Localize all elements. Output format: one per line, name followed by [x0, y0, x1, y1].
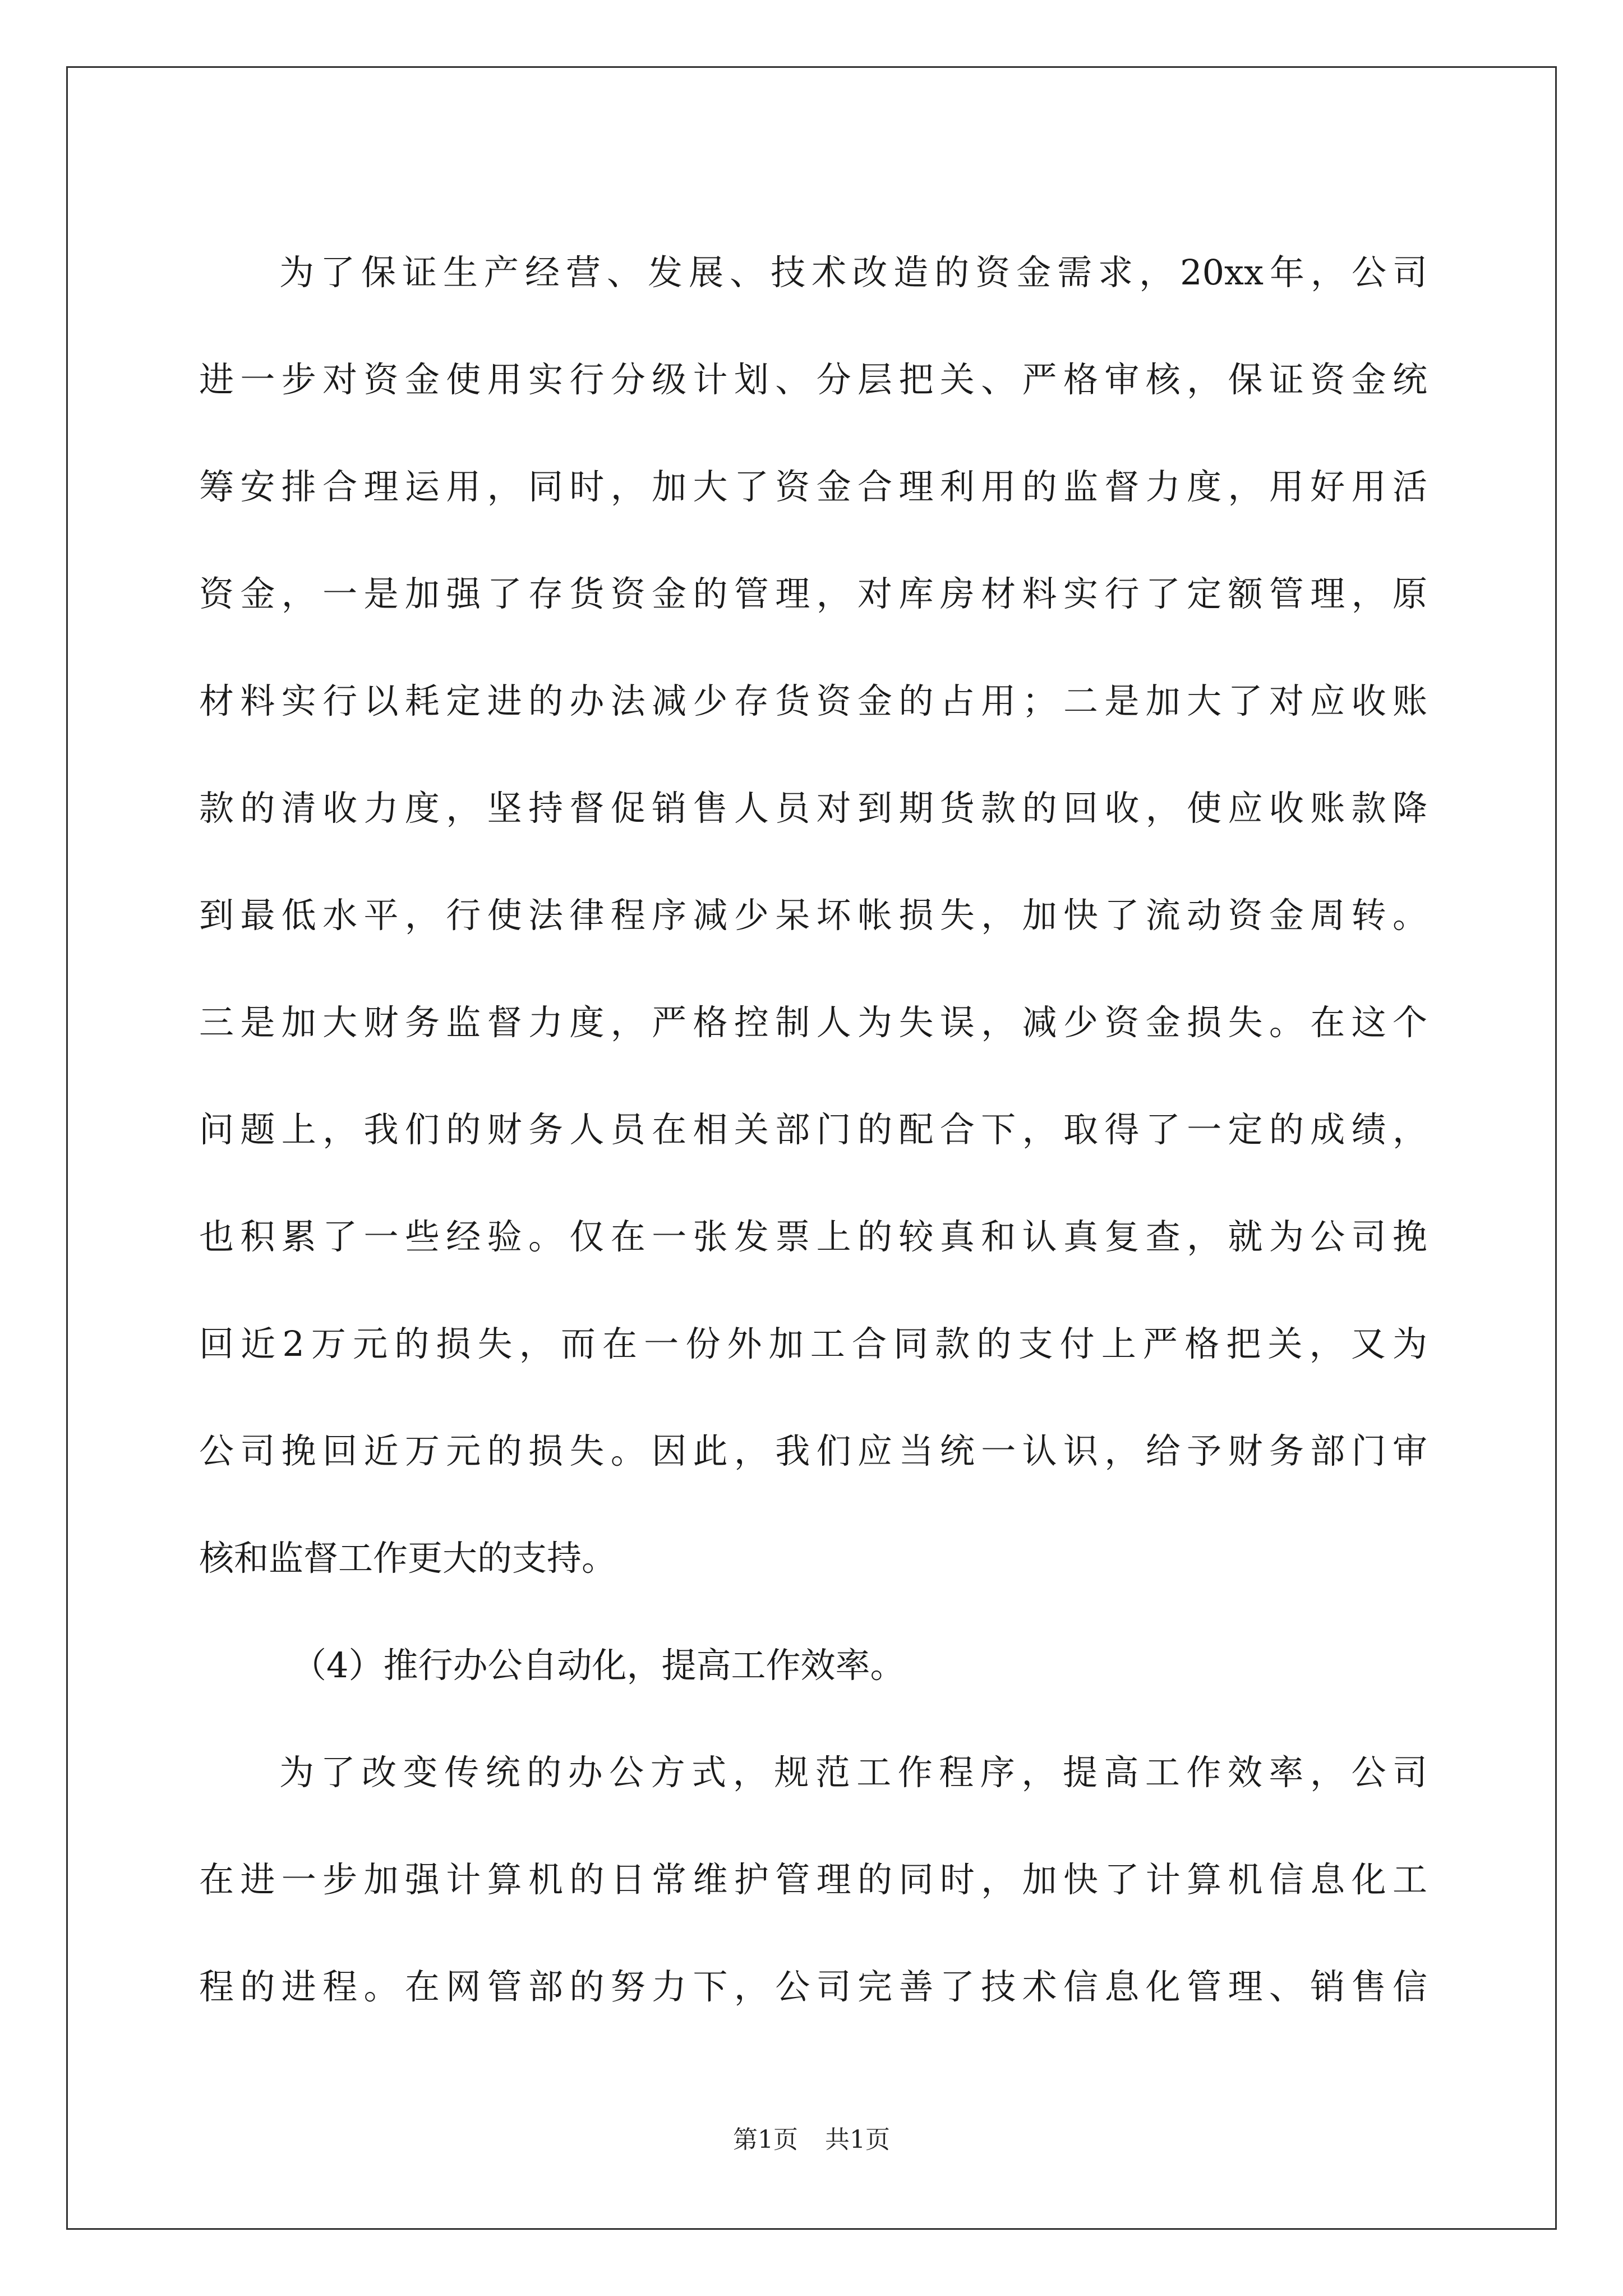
paragraph-line: 到最低水平，行使法律程序减少呆坏帐损失，加快了流动资金周转。	[199, 895, 1427, 936]
page-footer	[0, 2123, 1623, 2157]
paragraph-line: 进一步对资金使用实行分级计划、分层把关、严格审核，保证资金统	[199, 359, 1427, 400]
paragraph-line: 核和监督工作更大的支持。	[199, 1538, 617, 1579]
paragraph-line: 回近2万元的损失，而在一份外加工合同款的支付上严格把关，又为	[199, 1323, 1427, 1364]
paragraph-line: 三是加大财务监督力度，严格控制人为失误，减少资金损失。在这个	[199, 1002, 1427, 1043]
paragraph-line: 公司挽回近万元的损失。因此，我们应当统一认识，给予财务部门审	[199, 1430, 1427, 1471]
paragraph-line: 材料实行以耗定进的办法减少存货资金的占用；二是加大了对应收账	[199, 680, 1427, 721]
paragraph-line: 也积累了一些经验。仅在一张发票上的较真和认真复查，就为公司挽	[199, 1216, 1427, 1257]
paragraph-line: 款的清收力度，坚持督促销售人员对到期货款的回收，使应收账款降	[199, 788, 1427, 829]
paragraph-line: 问题上，我们的财务人员在相关部门的配合下，取得了一定的成绩，	[199, 1109, 1427, 1150]
page-total: 共1页	[825, 2125, 890, 2154]
section-heading: （4）推行办公自动化，提高工作效率。	[292, 1645, 905, 1686]
paragraph-line: 为了改变传统的办公方式，规范工作程序，提高工作效率，公司	[279, 1752, 1427, 1793]
page-number: 第1页	[733, 2125, 798, 2154]
paragraph-line: 为了保证生产经营、发展、技术改造的资金需求，20xx年，公司	[279, 252, 1427, 293]
paragraph-line: 在进一步加强计算机的日常维护管理的同时，加快了计算机信息化工	[199, 1859, 1427, 1900]
paragraph-line: 资金，一是加强了存货资金的管理，对库房材料实行了定额管理，原	[199, 573, 1427, 614]
paragraph-line: 程的进程。在网管部的努力下，公司完善了技术信息化管理、销售信	[199, 1966, 1427, 2007]
paragraph-line: 筹安排合理运用，同时，加大了资金合理利用的监督力度，用好用活	[199, 466, 1427, 507]
document-body	[199, 219, 1427, 2040]
